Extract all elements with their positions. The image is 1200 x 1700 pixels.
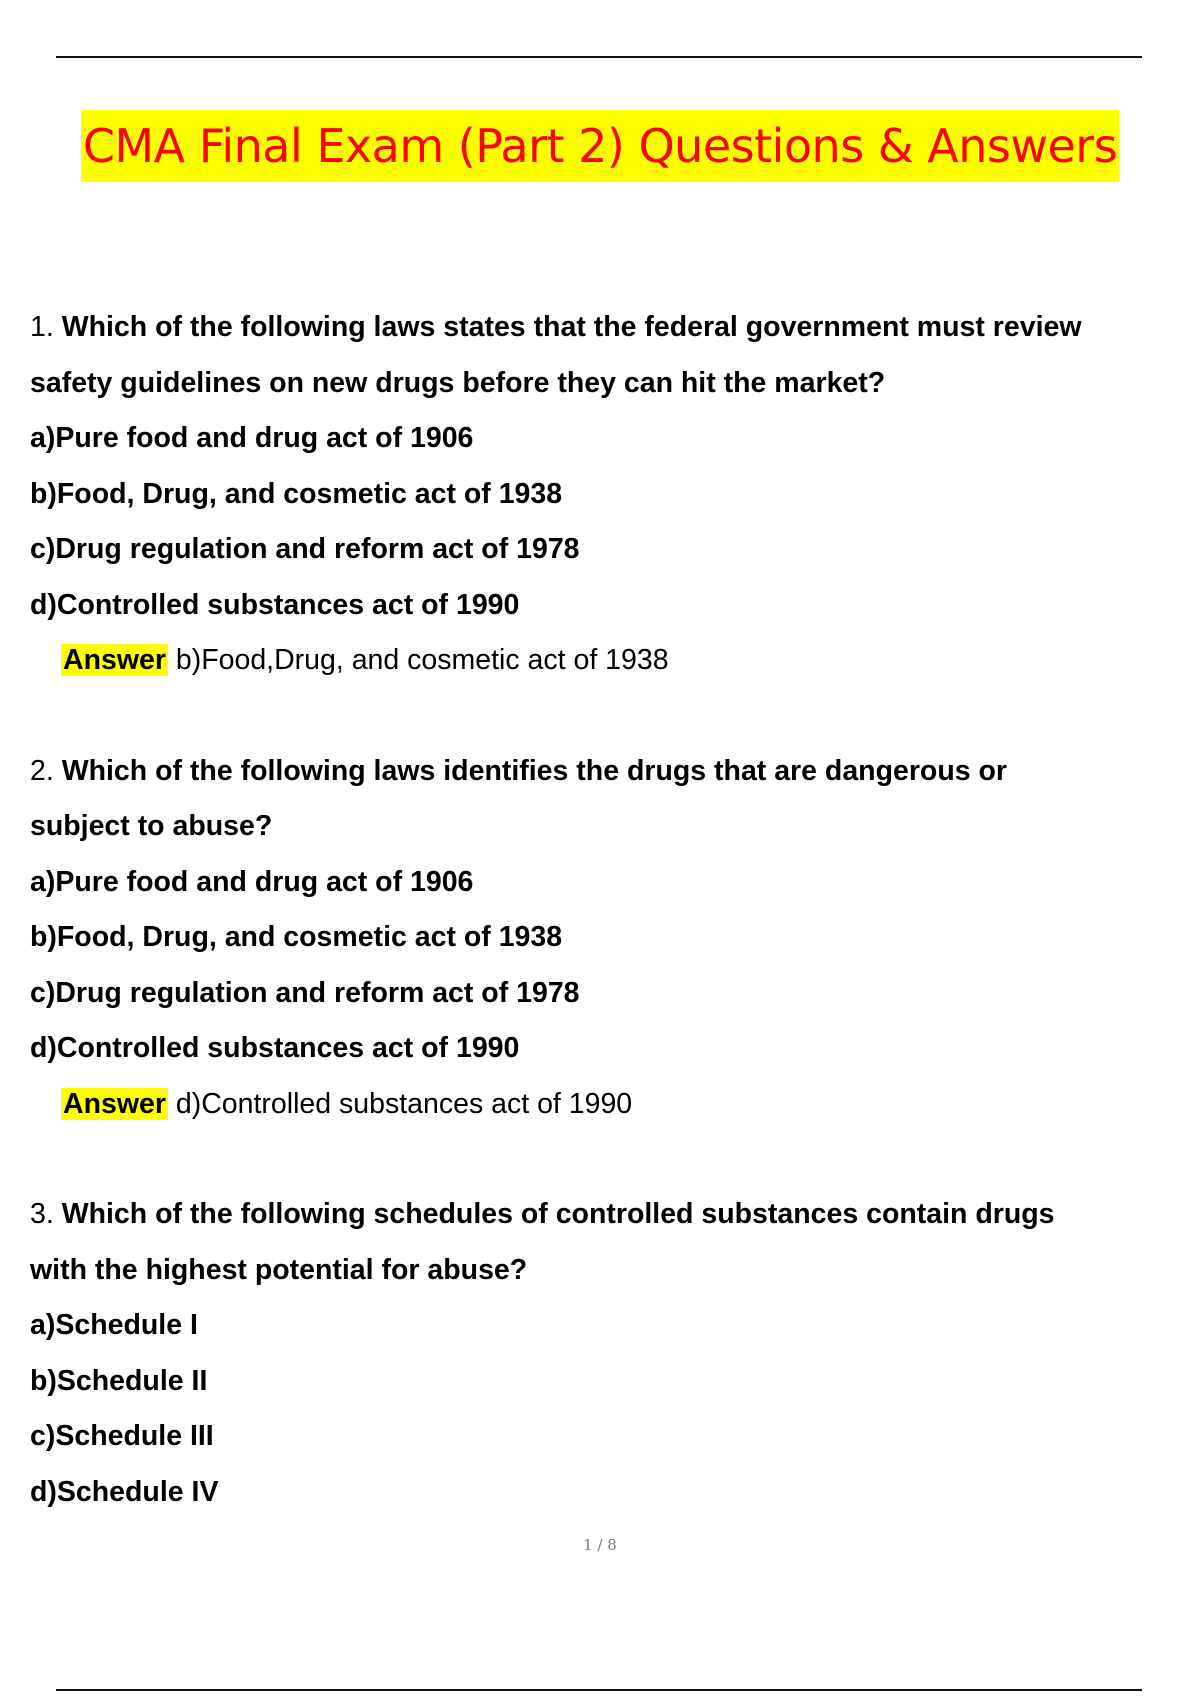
page-number: 1 / 8 bbox=[583, 1536, 617, 1554]
question-text-line bbox=[30, 300, 1195, 356]
option-a: a)Pure food and drug act of 1906 bbox=[30, 865, 474, 898]
answer-label: Answer bbox=[63, 1087, 166, 1120]
question-2 bbox=[30, 744, 1195, 1133]
option-a: a)Pure food and drug act of 1906 bbox=[30, 422, 474, 454]
option-c: c)Drug regulation and reform act of 1978 bbox=[30, 533, 580, 565]
answer-text: b)Food,Drug, and cosmetic act of 1938 bbox=[175, 644, 669, 676]
option-b: b)Food, Drug, and cosmetic act of 1938 bbox=[30, 921, 563, 953]
question-number: 1. bbox=[30, 311, 54, 343]
option-c: c)Drug regulation and reform act of 1978 bbox=[30, 976, 580, 1009]
question-1 bbox=[30, 300, 1195, 689]
answer-line bbox=[30, 1077, 1195, 1133]
question-text-line: subject to abuse? bbox=[30, 810, 273, 842]
option-b: b)Food, Drug, and cosmetic act of 1938 bbox=[30, 477, 563, 510]
question-number: 3. bbox=[30, 1198, 54, 1230]
option-b: b)Schedule II bbox=[30, 1364, 208, 1397]
question-text: Which of the following schedules of controlled substances contain drugs bbox=[61, 1198, 1055, 1230]
question-text: Which of the following laws identifies the drugs that are dangerous or bbox=[61, 754, 1008, 787]
question-text-line bbox=[30, 1187, 1195, 1243]
option-a: a)Schedule I bbox=[30, 1309, 198, 1341]
question-list bbox=[30, 300, 1195, 1520]
answer-text: d)Controlled substances act of 1990 bbox=[175, 1087, 633, 1120]
question-3 bbox=[30, 1187, 1195, 1520]
answer-label: Answer bbox=[63, 644, 166, 676]
question-text: Which of the following laws states that the federal government must review bbox=[61, 311, 1082, 343]
question-number: 2. bbox=[30, 754, 54, 787]
title-wrap bbox=[0, 110, 1200, 182]
question-text-line: safety guidelines on new drugs before they can hit the market? bbox=[30, 366, 886, 399]
page-title: CMA Final Exam (Part 2) Questions & Answers bbox=[81, 110, 1119, 182]
option-d: d)Controlled substances act of 1990 bbox=[30, 1032, 520, 1064]
question-text-line bbox=[30, 744, 1195, 800]
question-text-line: with the highest potential for abuse? bbox=[30, 1253, 528, 1286]
top-rule bbox=[56, 56, 1142, 58]
option-c: c)Schedule III bbox=[30, 1420, 214, 1452]
option-d: d)Controlled substances act of 1990 bbox=[30, 588, 520, 621]
option-d: d)Schedule IV bbox=[30, 1475, 219, 1508]
bottom-rule bbox=[56, 1689, 1142, 1691]
answer-line bbox=[30, 633, 1195, 689]
